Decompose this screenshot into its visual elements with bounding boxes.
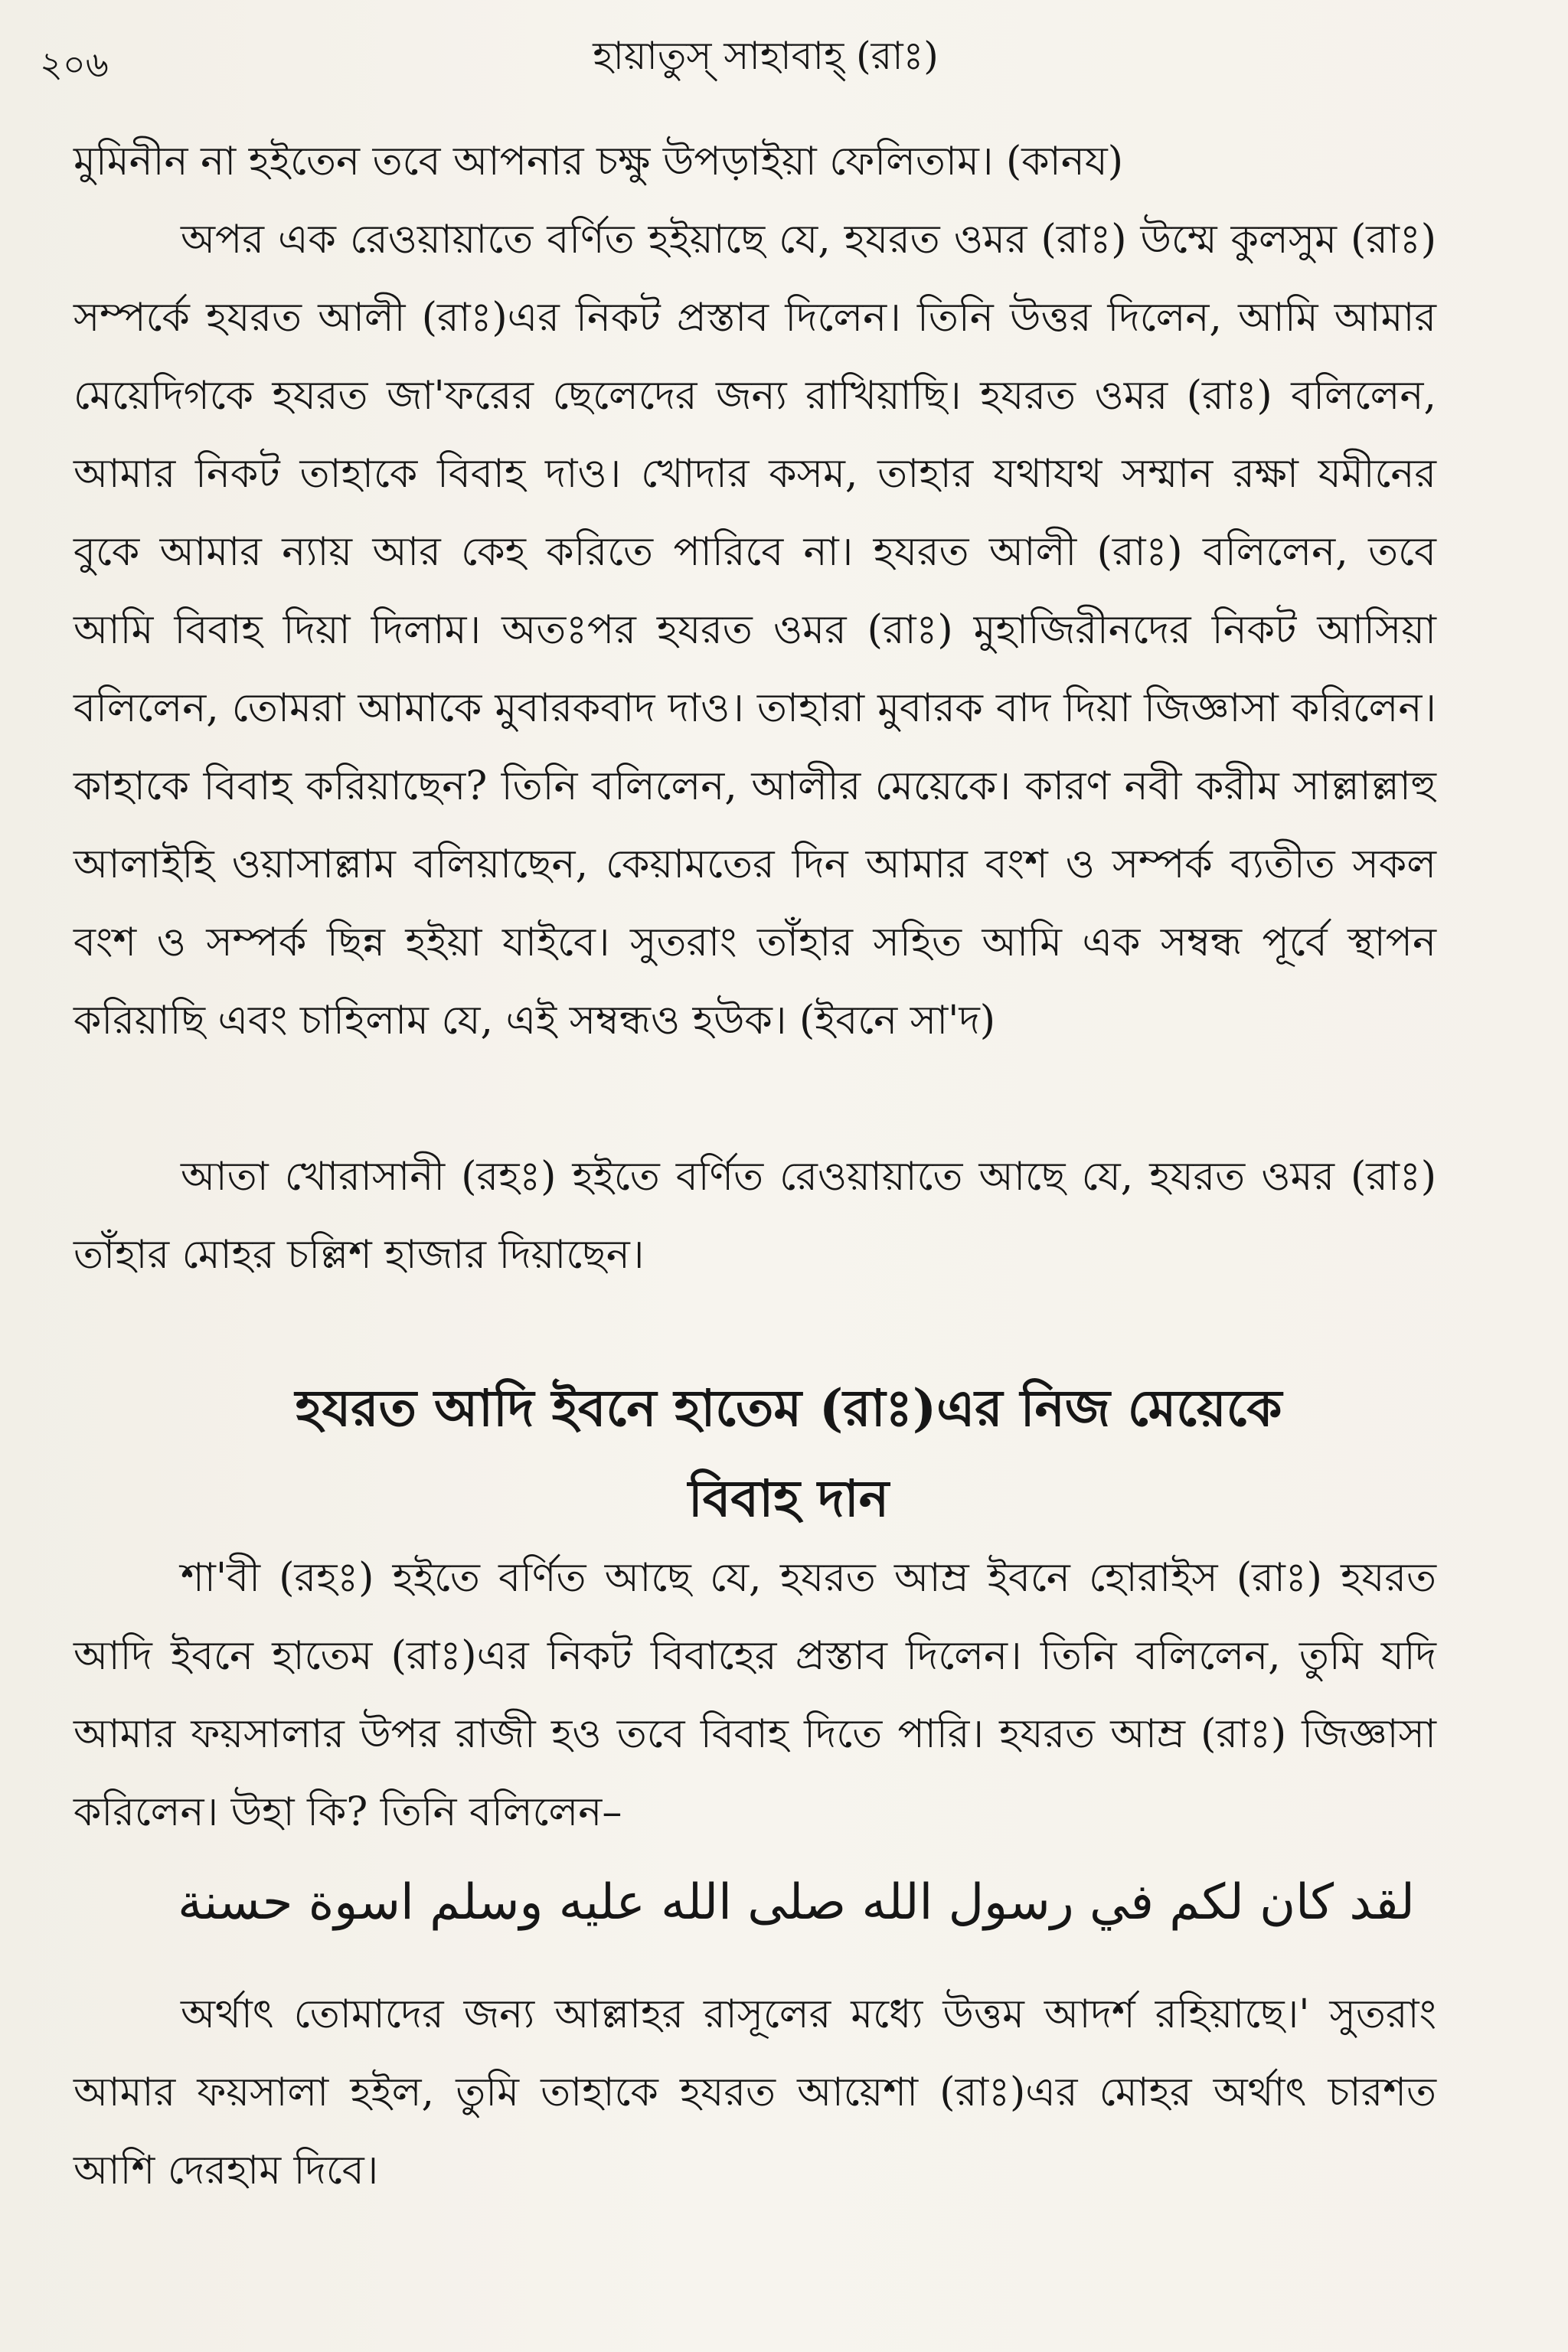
paragraph-continuation: মুমিনীন না হইতেন তবে আপনার চক্ষু উপড়াইয়া ফেলিতাম। (কানয)	[74, 139, 1124, 185]
running-title: হায়াতুস্ সাহাবাহ্ (রাঃ)	[593, 34, 939, 78]
section-title-line-2: বিবাহ দান	[688, 1468, 890, 1528]
paragraph-translation: অর্থাৎ তোমাদের জন্য আল্লাহর রাসূলের মধ্যে উত্তম আদর্শ রহিয়াছে।' সুতরাং আমার ফয়সালা হইল, তুমি তাহাকে হযরত আয়েশা (রাঃ)এর মোহর অর্থাৎ চারশত আশি দেরহাম দিবে।	[74, 1991, 1436, 2194]
page-header	[0, 21, 1568, 90]
page-number: ২০৬	[40, 44, 109, 85]
section-title-line-1: হযরত আদি ইবনে হাতেম (রাঃ)এর নিজ মেয়েকে	[295, 1378, 1282, 1438]
paragraph-shabi-report: শা'বী (রহঃ) হইতে বর্ণিত আছে যে, হযরত আম্র ইবনে হোরাইস (রাঃ) হযরত আদি ইবনে হাতেম (রাঃ)এর নিকট বিবাহের প্রস্তাব দিলেন। তিনি বলিলেন, তুমি যদি আমার ফয়সালার উপর রাজী হও তবে বিবাহ দিতে পারি। হযরত আম্র (রাঃ) জিজ্ঞাসা করিলেন। উহা কি? তিনি বলিলেন–	[74, 1555, 1436, 1835]
paragraph-ata-khorasani: আতা খোরাসানী (রহঃ) হইতে বর্ণিত রেওয়ায়াতে আছে যে, হযরত ওমর (রাঃ) তাঁহার মোহর চল্লিশ হাজার দিয়াছেন।	[74, 1154, 1436, 1278]
paragraph-umme-kulsum-marriage: অপর এক রেওয়ায়াতে বর্ণিত হইয়াছে যে, হযরত ওমর (রাঃ) উম্মে কুলসুম (রাঃ) সম্পর্কে হযরত আলী (রাঃ)এর নিকট প্রস্তাব দিলেন। তিনি উত্তর দিলেন, আমি আমার মেয়েদিগকে হযরত জা'ফরের ছেলেদের জন্য রাখিয়াছি। হযরত ওমর (রাঃ) বলিলেন, আমার নিকট তাহাকে বিবাহ দাও। খোদার কসম, তাহার যথাযথ সম্মান রক্ষা যমীনের বুকে আমার ন্যায় আর কেহ করিতে পারিবে না। হযরত আলী (রাঃ) বলিলেন, তবে আমি বিবাহ দিয়া দিলাম। অতঃপর হযরত ওমর (রাঃ) মুহাজিরীনদের নিকট আসিয়া বলিলেন, তোমরা আমাকে মুবারকবাদ দাও। তাহারা মুবারক বাদ দিয়া জিজ্ঞাসা করিলেন। কাহাকে বিবাহ করিয়াছেন? তিনি বলিলেন, আলীর মেয়েকে। কারণ নবী করীম সাল্লাল্লাহু আলাইহি ওয়াসাল্লাম বলিয়াছেন, কেয়ামতের দিন আমার বংশ ও সম্পর্ক ব্যতীত সকল বংশ ও সম্পর্ক ছিন্ন হইয়া যাইবে। সুতরাং তাঁহার সহিত আমি এক সম্বন্ধ পূর্বে স্থাপন করিয়াছি এবং চাহিলাম যে, এই সম্বন্ধও হউক। (ইবনে সা'দ)	[74, 217, 1436, 1044]
arabic-quote: لقد كان لكم في رسول الله صلى الله عليه وسلم اسوة حسنة	[178, 1874, 1415, 1931]
